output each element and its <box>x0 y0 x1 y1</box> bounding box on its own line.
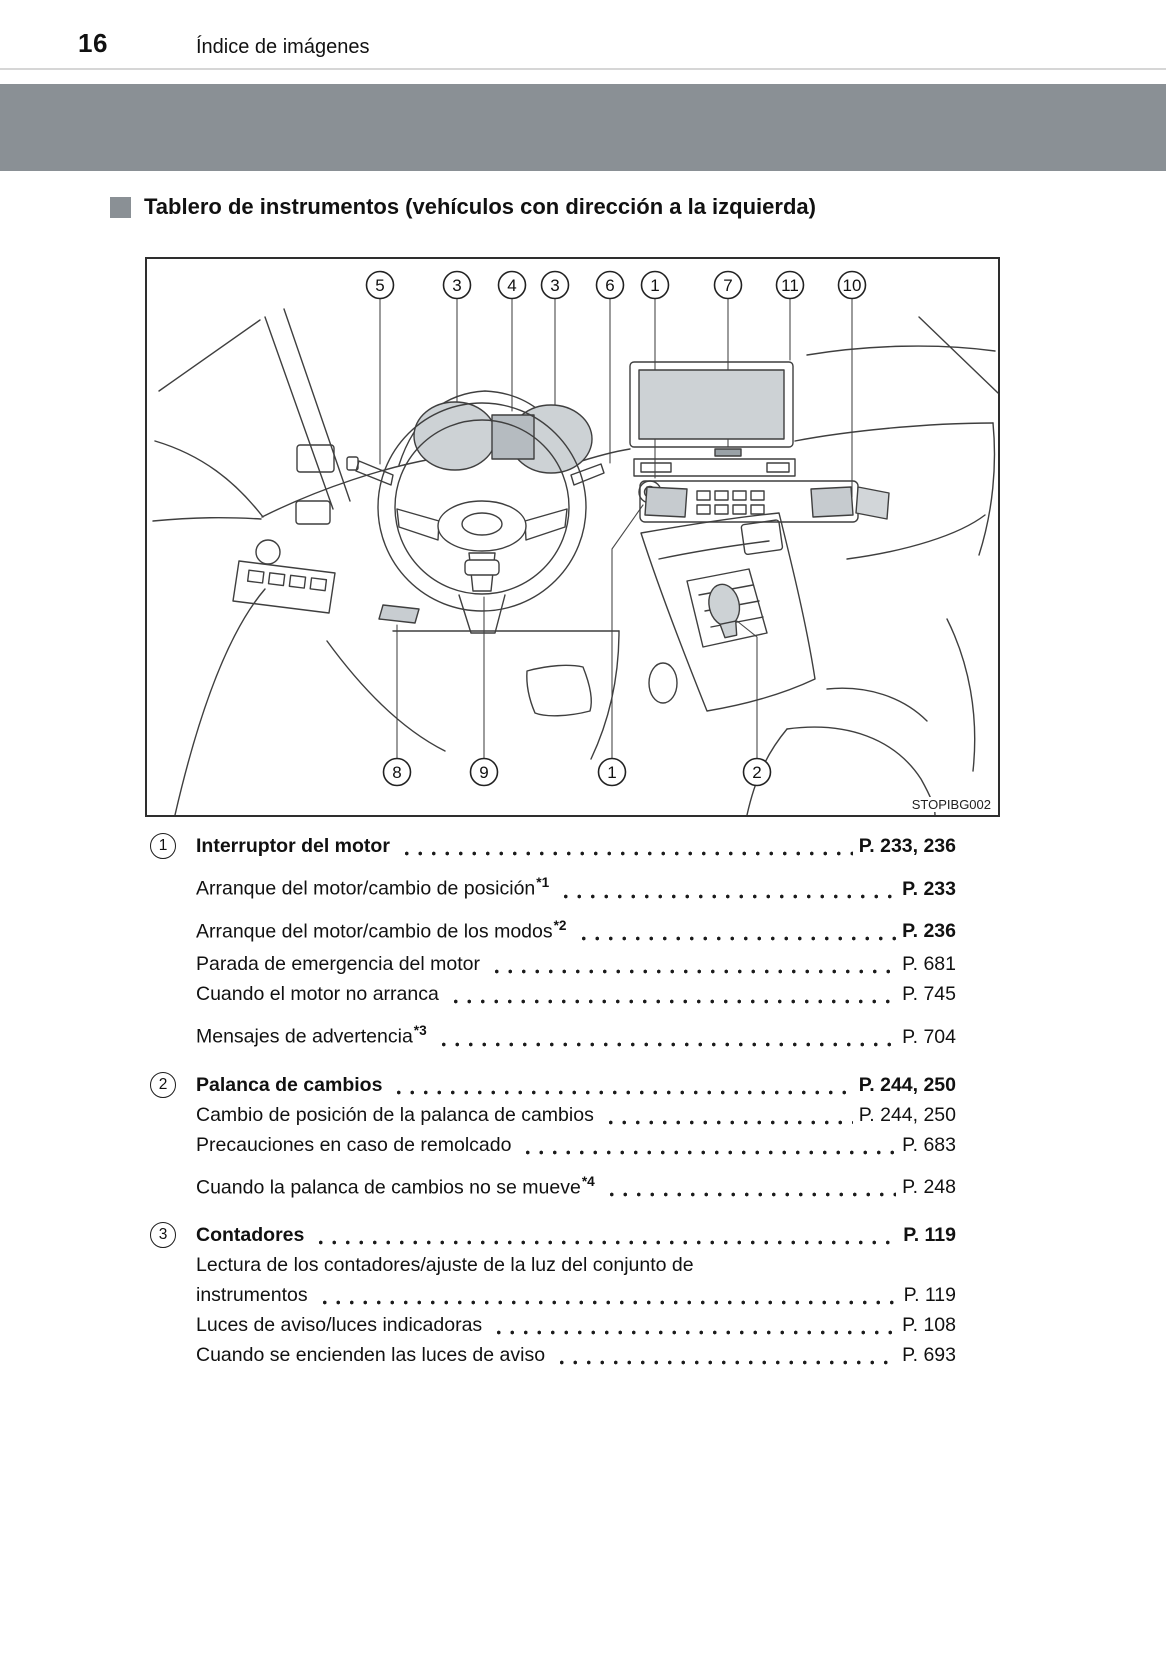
svg-text:3: 3 <box>452 276 462 295</box>
page-ref: P. 233 <box>902 877 956 900</box>
index-subitem <box>196 1167 956 1203</box>
page-ref: P. 236 <box>902 920 956 942</box>
footnote-marker: *1 <box>536 875 550 890</box>
callout-2-bottom <box>744 759 771 786</box>
dot-leader <box>577 936 897 941</box>
index-subitem <box>196 949 956 979</box>
dashboard-figure <box>145 257 1000 817</box>
header-title: Índice de imágenes <box>196 36 370 58</box>
subitem-label: Lectura de los contadores/ajuste de la luz del conjunto de <box>196 1254 694 1276</box>
callout-number-badge: 3 <box>150 1222 176 1248</box>
svg-text:4: 4 <box>507 276 517 295</box>
index-subitem <box>196 1340 956 1370</box>
callout-3b-top <box>542 272 569 299</box>
index-entry <box>150 1220 956 1370</box>
subitem-label: Arranque del motor/cambio de los modos$^{*2}$ <box>196 917 567 942</box>
index-subitem <box>196 911 956 947</box>
dot-leader <box>559 894 896 899</box>
index-subitem <box>196 1016 956 1052</box>
dot-leader <box>605 1192 896 1197</box>
entry-title: Contadores <box>196 1224 305 1246</box>
section-title: Tablero de instrumentos (vehículos con dirección a la izquierda) <box>144 194 816 219</box>
page-ref: P. 683 <box>902 1133 956 1156</box>
svg-text:10: 10 <box>842 276 862 295</box>
page-ref: P. 244, 250 <box>858 1103 956 1126</box>
page-ref: P. 108 <box>902 1314 956 1336</box>
footnote-marker: *3 <box>413 1023 427 1038</box>
svg-text:7: 7 <box>723 276 733 295</box>
svg-text:9: 9 <box>479 763 489 782</box>
subitem-label: Cuando el motor no arranca <box>196 983 439 1005</box>
entry-title: Interruptor del motor <box>196 835 390 857</box>
entry-title-row <box>196 831 956 861</box>
callout-number-badge: 1 <box>150 833 176 859</box>
subitem-label: Cuando la palanca de cambios no se mueve$^{*4}$ <box>196 1173 595 1198</box>
dot-leader <box>437 1042 896 1047</box>
dot-leader <box>492 1330 896 1335</box>
subitem-label: Cambio de posición de la palanca de cambios <box>196 1103 594 1126</box>
index-subitem <box>196 1100 956 1130</box>
svg-text:3: 3 <box>550 276 560 295</box>
index-subitem <box>196 868 956 904</box>
dot-leader <box>490 969 896 974</box>
square-bullet-icon <box>110 197 131 218</box>
svg-text:11: 11 <box>781 276 799 295</box>
index-entry <box>150 831 956 1055</box>
section-heading <box>110 194 816 220</box>
footnote-marker: *4 <box>581 1173 595 1189</box>
callout-11-top <box>777 272 804 299</box>
svg-text:5: 5 <box>375 276 385 295</box>
section-banner <box>0 84 1166 171</box>
image-index-list <box>150 831 956 1385</box>
header-rule <box>0 68 1166 70</box>
callout-5-top <box>367 272 394 299</box>
page-ref: P. 244, 250 <box>858 1073 956 1096</box>
subitem-label: Parada de emergencia del motor <box>196 953 480 975</box>
page-ref: P. 745 <box>902 983 956 1005</box>
svg-text:1: 1 <box>607 763 617 782</box>
dashboard-illustration <box>147 259 998 815</box>
footnote-marker: *2 <box>553 917 567 933</box>
page-ref: P. 681 <box>902 953 956 975</box>
entry-title-row <box>196 1070 956 1100</box>
callout-3a-top <box>444 272 471 299</box>
dot-leader <box>604 1120 853 1125</box>
index-subitem <box>196 1130 956 1160</box>
subitem-label: Arranque del motor/cambio de posición$^{*1}$ <box>196 875 550 900</box>
subitem-label: Mensajes de advertencia$^{*3}$ <box>196 1023 427 1048</box>
index-subitem <box>196 979 956 1009</box>
callout-9-bottom <box>471 759 498 786</box>
callout-8-bottom <box>384 759 411 786</box>
svg-text:8: 8 <box>392 763 402 782</box>
page-ref: P. 119 <box>903 1284 956 1306</box>
page-ref: P. 119 <box>903 1224 956 1246</box>
index-subitem-line2 <box>196 1280 956 1310</box>
figure-code: STOPIBG002 <box>908 797 991 812</box>
subitem-label-continuation: instrumentos <box>196 1284 308 1306</box>
svg-text:6: 6 <box>605 276 615 295</box>
subitem-label: Luces de aviso/luces indicadoras <box>196 1314 483 1336</box>
page-ref: P. 248 <box>902 1176 956 1198</box>
dot-leader <box>314 1240 897 1245</box>
callout-4-top <box>499 272 526 299</box>
index-subitem-line1 <box>196 1250 956 1280</box>
index-subitem <box>196 1310 956 1340</box>
callout-10-top <box>839 272 866 299</box>
page-ref: P. 704 <box>902 1025 956 1048</box>
dot-leader <box>555 1360 896 1365</box>
dot-leader <box>400 851 853 856</box>
page-number: 16 <box>78 28 108 58</box>
callout-1-bottom <box>599 759 626 786</box>
callout-7-top <box>715 272 742 299</box>
index-entry <box>150 1070 956 1206</box>
dot-leader <box>449 999 896 1004</box>
subitem-label: Cuando se encienden las luces de aviso <box>196 1344 546 1366</box>
dot-leader <box>318 1300 898 1305</box>
callout-number-badge: 2 <box>150 1072 176 1098</box>
svg-text:2: 2 <box>752 763 762 782</box>
subitem-label: Precauciones en caso de remolcado <box>196 1133 512 1156</box>
dot-leader <box>392 1090 852 1095</box>
callout-6-top <box>597 272 624 299</box>
svg-text:1: 1 <box>650 276 660 295</box>
entry-title-row <box>196 1220 956 1250</box>
page-ref: P. 233, 236 <box>858 835 956 857</box>
callout-1-top <box>642 272 669 299</box>
entry-title: Palanca de cambios <box>196 1073 383 1096</box>
dot-leader <box>521 1150 896 1155</box>
page-ref: P. 693 <box>902 1344 956 1366</box>
